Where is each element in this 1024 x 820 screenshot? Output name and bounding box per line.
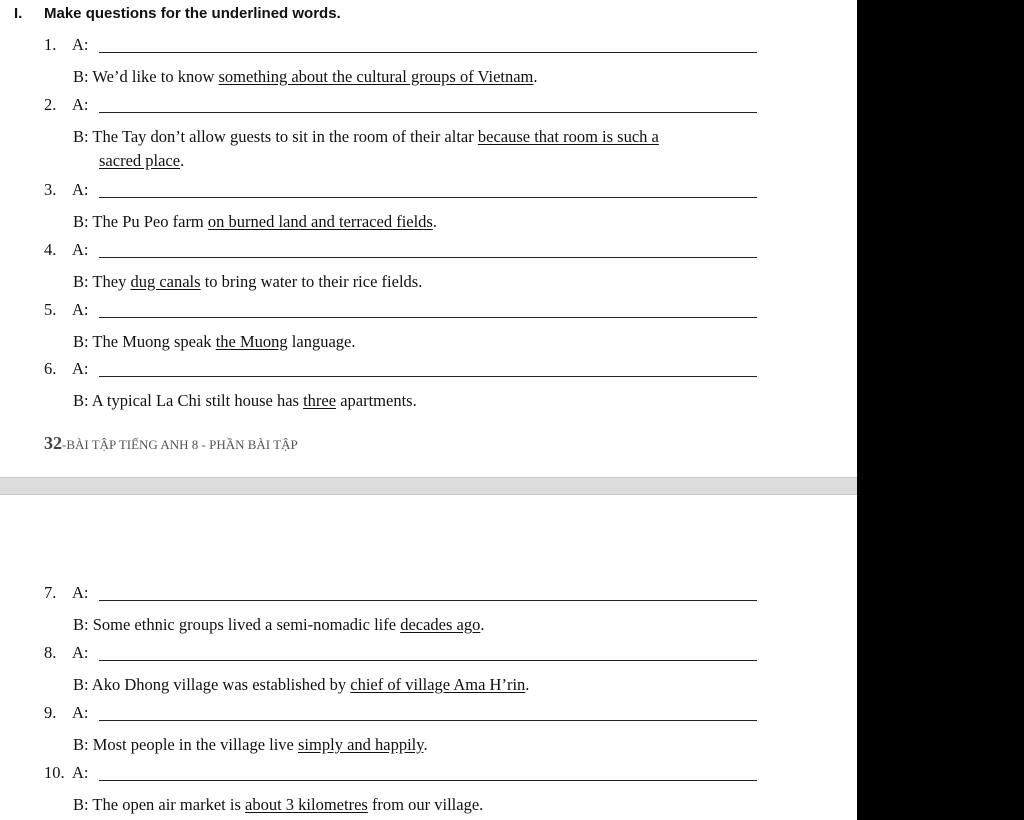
answer-blank-line bbox=[99, 780, 757, 781]
answer-a-label: A: bbox=[72, 240, 89, 259]
question-number: 4. bbox=[44, 240, 57, 259]
page-number: 32 bbox=[44, 433, 62, 453]
answer-blank-line bbox=[99, 660, 757, 661]
answer-b-text: B: The Muong speak the Muong language. bbox=[73, 332, 356, 351]
underlined-phrase: because that room is such a bbox=[477, 127, 659, 146]
underlined-phrase: the Muong bbox=[215, 332, 288, 351]
answer-blank-line bbox=[99, 52, 757, 53]
underlined-phrase: chief of village Ama H’rin bbox=[350, 675, 526, 694]
question-number: 5. bbox=[44, 300, 57, 319]
answer-b-text: B: Some ethnic groups lived a semi-nomadic life decades ago. bbox=[73, 615, 485, 634]
answer-blank-line bbox=[99, 376, 757, 377]
answer-b-text: B: Ako Dhong village was established by chief of village Ama H’rin. bbox=[73, 675, 530, 694]
question-number: 6. bbox=[44, 359, 57, 378]
question-number: 10. bbox=[44, 763, 65, 782]
document-page-bottom bbox=[0, 495, 857, 820]
answer-b-text: B: A typical La Chi stilt house has three apartments. bbox=[73, 391, 417, 410]
answer-blank-line bbox=[99, 112, 757, 113]
question-number: 7. bbox=[44, 583, 57, 602]
question-number: 9. bbox=[44, 703, 57, 722]
question-number: 8. bbox=[44, 643, 57, 662]
answer-a-label: A: bbox=[72, 643, 89, 662]
underlined-phrase: sacred place bbox=[99, 151, 181, 170]
footer-text: -BÀI TẬP TIẾNG ANH 8 - PHẦN BÀI TẬP bbox=[62, 437, 298, 452]
underlined-phrase: dug canals bbox=[130, 272, 201, 291]
section-heading bbox=[14, 5, 341, 22]
answer-b-text: B: The Pu Peo farm on burned land and terraced fields. bbox=[73, 212, 437, 231]
page-break-divider bbox=[0, 477, 857, 495]
answer-b-text: B: The open air market is about 3 kilometres from our village. bbox=[73, 795, 484, 814]
section-number: I. bbox=[14, 5, 23, 22]
underlined-phrase: about 3 kilometres bbox=[245, 795, 368, 814]
section-title: Make questions for the underlined words. bbox=[44, 5, 341, 22]
answer-a-label: A: bbox=[72, 35, 89, 54]
page-footer bbox=[44, 433, 298, 454]
answer-b-text: B: The Tay don’t allow guests to sit in the room of their altar because that room is such a sacred place. bbox=[73, 127, 659, 170]
answer-blank-line bbox=[99, 600, 757, 601]
question-number: 3. bbox=[44, 180, 57, 199]
underlined-phrase: three bbox=[303, 391, 337, 410]
document-page-top bbox=[0, 0, 857, 477]
answer-a-label: A: bbox=[72, 703, 89, 722]
underlined-phrase: simply and happily bbox=[298, 735, 424, 754]
answer-a-label: A: bbox=[72, 359, 89, 378]
answer-a-label: A: bbox=[72, 763, 89, 782]
underlined-phrase: decades ago bbox=[400, 615, 481, 634]
answer-blank-line bbox=[99, 720, 757, 721]
answer-b-text: B: Most people in the village live simply and happily. bbox=[73, 735, 428, 754]
answer-b-text: B: They dug canals to bring water to their rice fields. bbox=[73, 272, 423, 291]
question-number: 2. bbox=[44, 95, 57, 114]
answer-a-label: A: bbox=[72, 583, 89, 602]
answer-a-label: A: bbox=[72, 180, 89, 199]
answer-blank-line bbox=[99, 197, 757, 198]
answer-a-label: A: bbox=[72, 95, 89, 114]
underlined-phrase: something about the cultural groups of Vietnam bbox=[218, 67, 534, 86]
question-number: 1. bbox=[44, 35, 57, 54]
answer-b-text: B: We’d like to know something about the cultural groups of Vietnam. bbox=[73, 67, 538, 86]
answer-a-label: A: bbox=[72, 300, 89, 319]
answer-blank-line bbox=[99, 257, 757, 258]
answer-blank-line bbox=[99, 317, 757, 318]
underlined-phrase: on burned land and terraced fields bbox=[207, 212, 433, 231]
